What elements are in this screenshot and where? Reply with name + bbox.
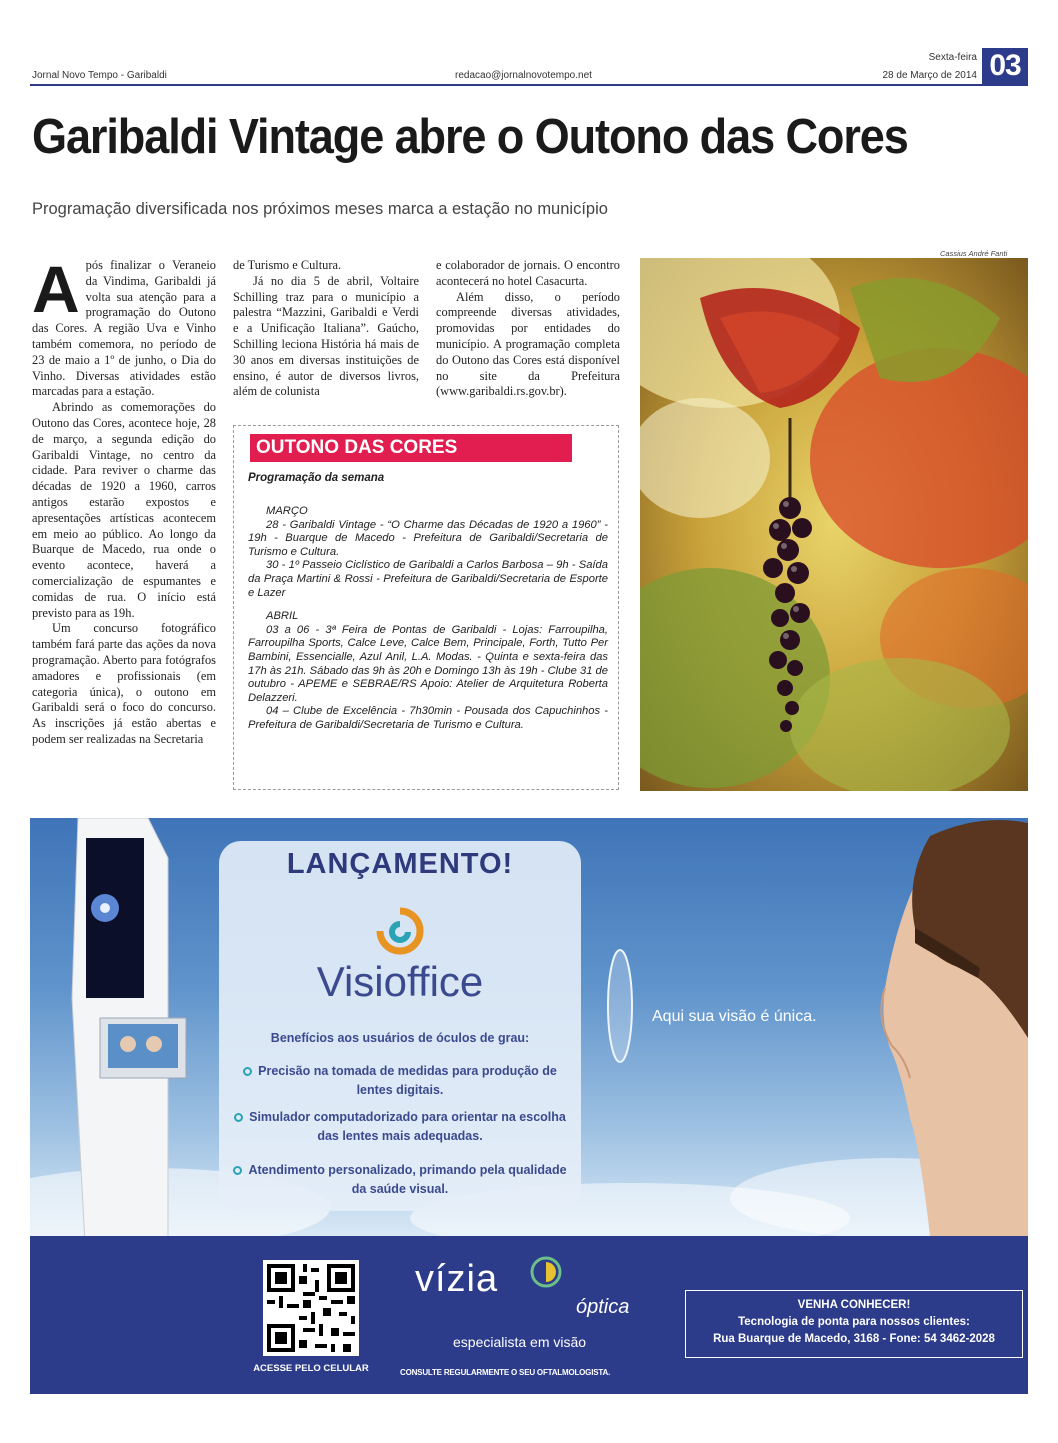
paragraph: pós finalizar o Veraneio da Vindima, Garibaldi já volta sua atenção para a programação do Outono das Cores. A região Uva e Vinho também comemora, no período de 23 de maio a 1º de junho, o Dia do Vinho. Diversas atividades estão marcadas para a estação.	[32, 258, 216, 399]
weekday: Sexta-feira	[928, 52, 977, 63]
store-address: Rua Buarque de Macedo, 3168 - Fone: 54 3462-2028	[713, 1333, 995, 1345]
newsroom-email[interactable]: redacao@jornalnovotempo.net	[455, 70, 592, 81]
contact-lens-illustration	[600, 946, 640, 1066]
consult-note: CONSULTE REGULARMENTE O SEU OFTALMOLOGISTA.	[400, 1368, 611, 1377]
qr-code[interactable]	[263, 1260, 359, 1356]
paragraph: e colaborador de jornais. O encontro acontecerá no hotel Casacurta.	[436, 258, 620, 288]
store-slogan: especialista em visão	[453, 1334, 587, 1350]
ad-benefit-item: Precisão na tomada de medidas para produção de lentes digitais.	[225, 1062, 575, 1100]
bullet-icon	[233, 1166, 242, 1175]
paragraph: Abrindo as comemorações do Outono das Cores, acontece hoje, 28 de março, a segunda edição do Garibaldi Vintage, no centro da cidade. Para reviver o charme das décadas de 1920 a 1960, carros antigos estarão expostos e apresentações artísticas acontecem em meio ao público. Ao longo da Buarque de Macedo, rua onde o evento acontece, haverá a comercialização de espumantes e comidas de rua. O início está previsto para as 19h.	[32, 400, 216, 620]
bullet-icon	[234, 1113, 243, 1122]
store-type: óptica	[576, 1296, 630, 1318]
ad-tagline: Aqui sua visão é única.	[652, 1008, 817, 1025]
ad-brand-name: Visioffice	[316, 958, 484, 1005]
visioffice-logo-icon	[370, 906, 430, 956]
ad-launch-title: LANÇAMENTO!	[286, 848, 514, 880]
schedule-month-march: MARÇO	[266, 505, 308, 517]
grape-photo	[640, 258, 1028, 791]
paragraph: Um concurso fotográfico também fará parte das ações da nova programação. Aberto para fotógrafos amadores e profissionais (em categoria única), o outono em Garibaldi será o foco do concurso. As inscrições já estão abertas e podem ser realizadas na Secretaria	[32, 621, 216, 746]
paragraph: Além disso, o período compreende diversas atividades, promovidas por entidades do município. A programação completa do Outono das Cores está disponível no site da Prefeitura (www.garibaldi.rs.gov.br).	[436, 289, 620, 399]
contact-line: Tecnologia de ponta para nossos clientes:	[738, 1316, 970, 1328]
ad-benefit-item: Atendimento personalizado, primando pela qualidade da saúde visual.	[225, 1161, 575, 1199]
ad-benefits-heading: Benefícios aos usuários de óculos de grau:	[270, 1031, 530, 1045]
publication-name: Jornal Novo Tempo - Garibaldi	[32, 70, 167, 81]
article-subhead: Programação diversificada nos próximos meses marca a estação no município	[32, 200, 608, 218]
photo-credit: Cassius André Fanti	[940, 249, 1008, 258]
paragraph: de Turismo e Cultura.	[233, 258, 342, 272]
schedule-list	[248, 505, 608, 733]
header-divider	[30, 84, 1028, 86]
article-column-2	[233, 258, 419, 400]
ad-benefit-item: Simulador computadorizado para orientar na escolha das lentes mais adequadas.	[225, 1108, 575, 1146]
issue-date: 28 de Março de 2014	[882, 70, 977, 81]
article-column-1	[32, 258, 216, 792]
contact-title: VENHA CONHECER!	[797, 1299, 911, 1311]
page-number: 03	[982, 48, 1028, 84]
vizia-logo-icon	[528, 1254, 564, 1290]
bullet-icon	[243, 1067, 252, 1076]
schedule-box-subtitle: Programação da semana	[248, 472, 385, 484]
schedule-item: 03 a 06 - 3ª Feira de Pontas de Garibaldi - Lojas: Farroupilha, Farroupilha Sports, Calce Leve, Calce Bem, Principale, Forth, Tutto Per Bambini, Essencialle, Azul Anil, L.A. Modas. - Quinta e sexta-feira das 17h às 21h. Sábado das 9h às 20h e Domingo 13h às 19h - Clube 31 de outubro - APEME e SEBRAE/RS Apoio: Atelier de Arquitetura Roberta Delazzeri.	[248, 623, 608, 704]
schedule-item: 04 – Clube de Excelência - 7h30min - Pousada dos Capuchinhos -Prefeitura de Garibaldi/Secretaria de Turismo e Cultura.	[248, 705, 608, 731]
advertisement	[30, 818, 1028, 1394]
ad-info-panel	[219, 841, 581, 1211]
paragraph: Já no dia 5 de abril, Voltaire Schilling traz para o município a palestra “Mazzini, Garibaldi e Verdi e a Unificação Italiana”. Gaúcho, Schilling leciona História há mais de 30 anos em diversas instituições de ensino, é autor de diversos livros, além de colunista	[233, 273, 419, 399]
article-column-3	[436, 258, 620, 400]
drop-cap: A	[32, 258, 80, 326]
schedule-box-title: OUTONO DAS CORES	[250, 434, 572, 462]
store-contact-box	[685, 1290, 1023, 1358]
schedule-item: 28 - Garibaldi Vintage - “O Charme das Décadas de 1920 a 1960” - 19h - Buarque de Macedo - Prefeitura de Garibaldi/Secretaria de Turismo e Cultura.	[248, 518, 608, 558]
qr-caption: ACESSE PELO CELULAR	[253, 1363, 369, 1374]
woman-profile-photo	[870, 818, 1028, 1236]
store-name: vízia	[415, 1258, 499, 1300]
article-headline: Garibaldi Vintage abre o Outono das Cores	[32, 110, 908, 164]
schedule-month-april: ABRIL	[266, 610, 299, 623]
schedule-item: 30 - 1º Passeio Ciclístico de Garibaldi a Carlos Barbosa – 9h - Saída da Praça Martini & Rossi - Prefeitura de Garibaldi/Secretaria de Esporte e Lazer	[248, 559, 608, 599]
